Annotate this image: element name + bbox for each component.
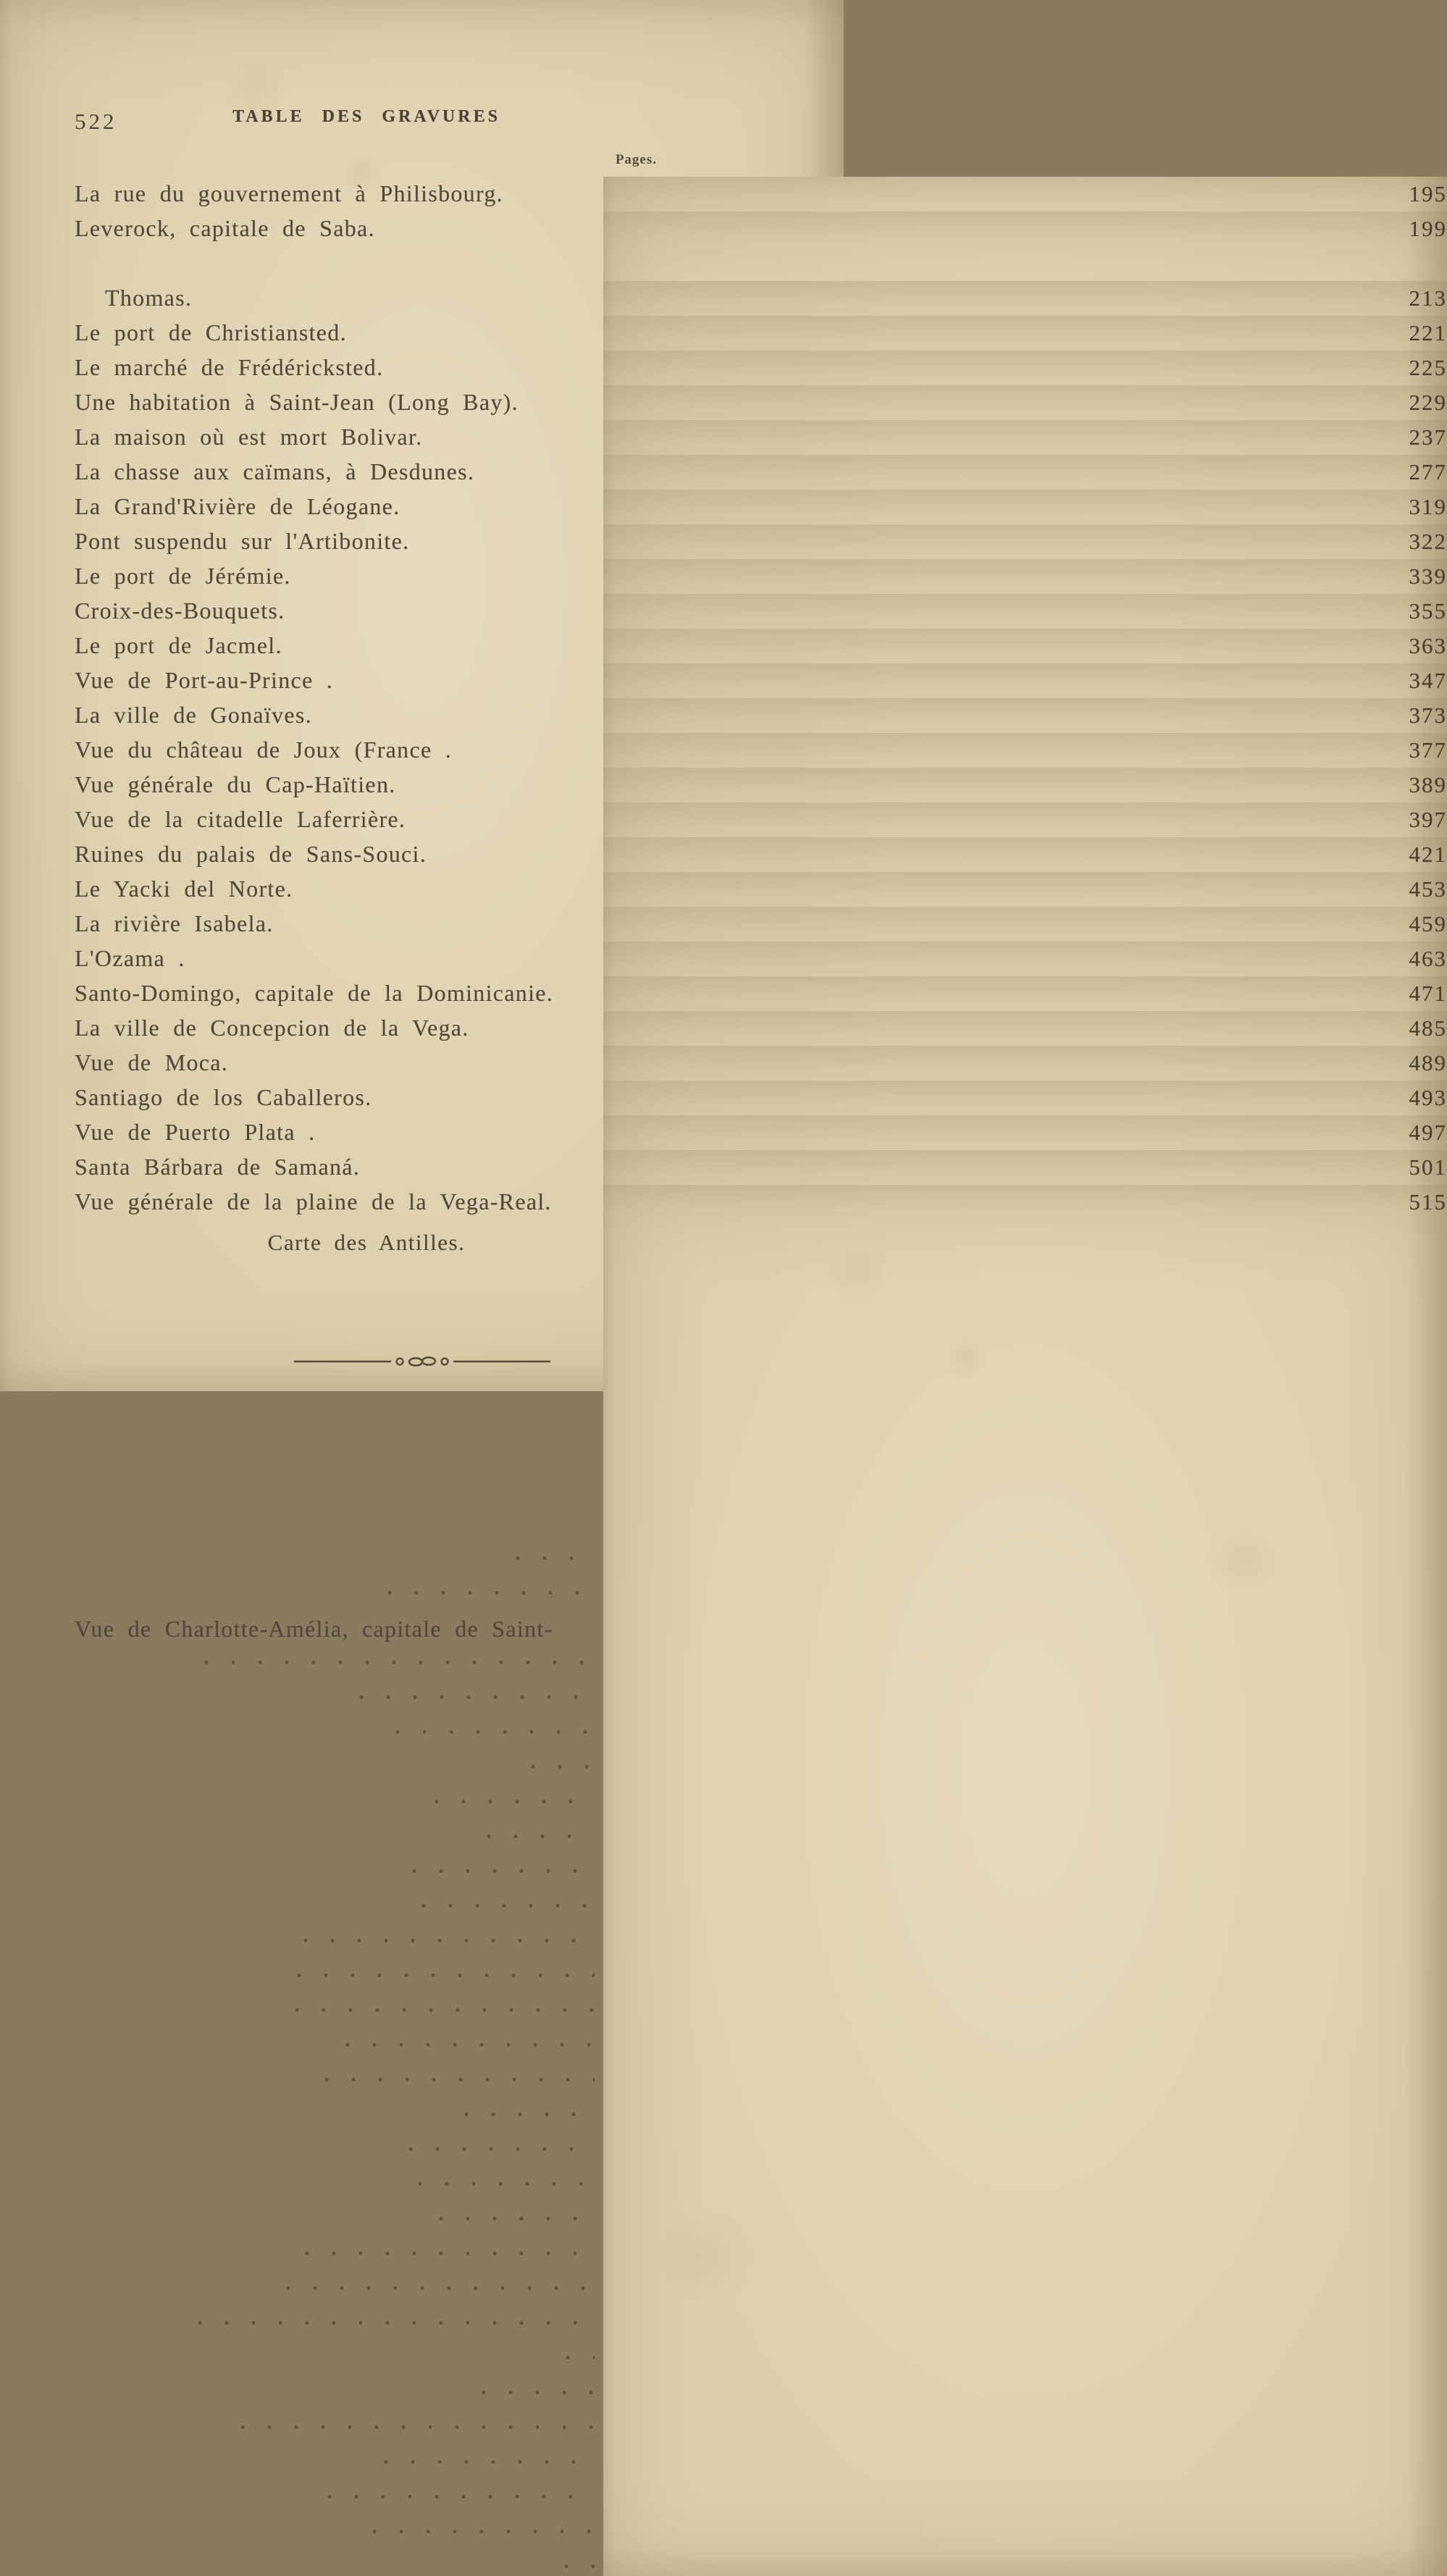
- dot-leader: [486, 1833, 595, 1839]
- entry-label: L'Ozama .: [75, 945, 185, 971]
- dot-leader: [408, 2146, 595, 2152]
- dot-leader: [304, 2250, 595, 2257]
- dot-leader: [324, 2076, 595, 2083]
- entry-page-number: 501: [603, 1150, 1447, 2541]
- dot-leader: [530, 1763, 595, 1770]
- entry-label: Vue de Charlotte-Amélia, capitale de Saint-: [75, 1616, 553, 1642]
- entry-page-number: 497: [603, 1115, 1447, 2506]
- entry-page-number: 355: [603, 594, 1447, 1985]
- entry-label: Croix-des-Bouquets.: [75, 597, 285, 624]
- toc-entry: [75, 906, 1447, 941]
- dot-leader: [434, 1798, 595, 1805]
- dot-leader: [411, 1868, 595, 1874]
- toc-entry: [75, 836, 1447, 871]
- toc-entry: [75, 871, 1447, 906]
- entry-label: Santiago de los Caballeros.: [75, 1084, 372, 1110]
- toc-entry: [75, 628, 1447, 663]
- entry-label: Thomas.: [105, 285, 193, 311]
- entry-page-number: 459: [603, 907, 1447, 2298]
- toc-entry: [75, 663, 1447, 697]
- entry-page-number: 489: [603, 1046, 1447, 2437]
- toc-entry: [75, 732, 1447, 767]
- entry-label: Le port de Jérémie.: [75, 563, 291, 589]
- dot-leader: [565, 2354, 595, 2361]
- toc-entry: [75, 315, 1447, 350]
- toc-entry: [75, 385, 1447, 419]
- toc-entry: [75, 1080, 1447, 1115]
- entry-label: Pont suspendu sur l'Artibonite.: [75, 528, 410, 554]
- toc-entry: [75, 1184, 1447, 1219]
- entry-page-number: 229: [603, 385, 1447, 1776]
- entry-label: Vue générale de la plaine de la Vega-Real.: [75, 1188, 552, 1214]
- toc-entry: [75, 941, 1447, 976]
- map-entry: Carte des Antilles.: [267, 1230, 466, 1255]
- toc-entry: [75, 350, 1447, 385]
- dot-leader: [395, 1729, 595, 1735]
- toc-entry: [75, 454, 1447, 489]
- dot-leader: [303, 1937, 595, 1944]
- toc-entry: [75, 1045, 1447, 1080]
- entry-label: Vue de Port-au-Prince .: [75, 667, 334, 693]
- dot-leader: [421, 1902, 595, 1909]
- entry-label: Vue de Moca.: [75, 1049, 229, 1075]
- dot-leader: [563, 2563, 595, 2569]
- entry-page-number: 322: [603, 524, 1447, 1916]
- entry-page-number: 195: [603, 177, 1447, 1568]
- entry-label: Une habitation à Saint-Jean (Long Bay).: [75, 389, 519, 415]
- entry-page-number: 363: [603, 629, 1447, 2020]
- entry-page-number: 493: [603, 1081, 1447, 2472]
- entry-page-number: 199: [603, 211, 1447, 1603]
- entry-page-number: 319: [603, 490, 1447, 1881]
- entry-page-number: 397: [603, 802, 1447, 2194]
- dot-leader: [481, 2389, 595, 2396]
- dot-leader: [240, 2424, 595, 2430]
- toc-entry: [75, 1010, 1447, 1045]
- toc-entry: [75, 1115, 1447, 1149]
- dot-leader: [197, 2320, 595, 2326]
- folio-page-number: 522: [75, 109, 117, 134]
- entry-page-number: 471: [603, 976, 1447, 2367]
- entry-label: Leverock, capitale de Saba.: [75, 215, 375, 241]
- entry-page-number: 213: [603, 281, 1447, 1672]
- entry-page-number: 463: [603, 941, 1447, 2333]
- dot-leader: [285, 2285, 595, 2291]
- toc-entry: [75, 558, 1447, 593]
- entry-page-number: 221: [603, 316, 1447, 1707]
- entry-page-number: 389: [603, 768, 1447, 2159]
- entry-page-number: 339: [603, 559, 1447, 1950]
- toc-entry: [75, 524, 1447, 558]
- entry-page-number: 347: [603, 663, 1447, 2055]
- entry-page-number: 277: [603, 455, 1447, 1846]
- toc-entry: [75, 802, 1447, 836]
- entry-label: La rivière Isabela.: [75, 910, 274, 936]
- dot-leader: [358, 1694, 595, 1700]
- dot-leader: [387, 1590, 595, 1596]
- dot-leader: [417, 2181, 595, 2187]
- dot-leader: [438, 2215, 595, 2222]
- toc-entry: [75, 767, 1447, 802]
- entry-page-number: 237: [603, 420, 1447, 1811]
- entry-label: La maison où est mort Bolivar.: [75, 424, 423, 450]
- dot-leader: [515, 1555, 595, 1561]
- dot-leader: [296, 1972, 595, 1979]
- page-title: TABLE DES GRAVURES: [232, 107, 500, 126]
- entry-label: La Grand'Rivière de Léogane.: [75, 493, 400, 519]
- entry-label: Santa Bárbara de Samaná.: [75, 1154, 361, 1180]
- dot-leader: [464, 2111, 595, 2118]
- dot-leader: [294, 2007, 595, 2013]
- entry-label: Vue du château de Joux (France .: [75, 737, 453, 763]
- entry-page-number: 377: [603, 733, 1447, 2124]
- toc-entry: [75, 593, 1447, 628]
- entry-label: La ville de Concepcion de la Vega.: [75, 1015, 469, 1041]
- entry-label: La ville de Gonaïves.: [75, 702, 312, 728]
- entry-label: La chasse aux caïmans, à Desdunes.: [75, 458, 475, 484]
- end-ornament-divider: [291, 1351, 553, 1370]
- toc-entry: [75, 489, 1447, 524]
- entry-label: La rue du gouvernement à Philisbourg.: [75, 180, 503, 206]
- entry-page-number: 421: [603, 837, 1447, 2228]
- toc-entry: [75, 280, 1447, 315]
- toc-entry: [75, 176, 1447, 211]
- dot-leader: [345, 2042, 595, 2048]
- dot-leader: [383, 2459, 595, 2465]
- entry-page-number: 225: [603, 351, 1447, 1742]
- toc-entry: [75, 419, 1447, 454]
- entry-label: Vue de la citadelle Laferrière.: [75, 806, 406, 832]
- entry-label: Le marché de Frédéricksted.: [75, 354, 384, 380]
- dot-leader: [204, 1659, 595, 1666]
- dot-leader: [327, 2493, 595, 2500]
- entry-label: Le port de Christiansted.: [75, 319, 347, 345]
- entry-label: Le port de Jacmel.: [75, 632, 282, 658]
- toc-entry: [75, 211, 1447, 246]
- toc-entry: [75, 697, 1447, 732]
- pages-column-label: Pages.: [615, 152, 657, 167]
- entry-label: Vue de Puerto Plata .: [75, 1119, 316, 1145]
- entry-label: Le Yacki del Norte.: [75, 876, 293, 902]
- entry-page-number: 515: [603, 1185, 1447, 2576]
- entry-page-number: 373: [603, 698, 1447, 2089]
- toc-entry: [75, 1149, 1447, 1184]
- entry-label: Vue générale du Cap-Haïtien.: [75, 771, 396, 797]
- entry-label: Ruines du palais de Sans-Souci.: [75, 841, 427, 867]
- running-head: [75, 107, 658, 139]
- entry-label: Santo-Domingo, capitale de la Dominicanie.: [75, 980, 554, 1006]
- entry-page-number: 485: [603, 1011, 1447, 2402]
- entry-page-number: 453: [603, 872, 1447, 2263]
- toc-entry: [75, 976, 1447, 1010]
- dot-leader: [372, 2528, 595, 2535]
